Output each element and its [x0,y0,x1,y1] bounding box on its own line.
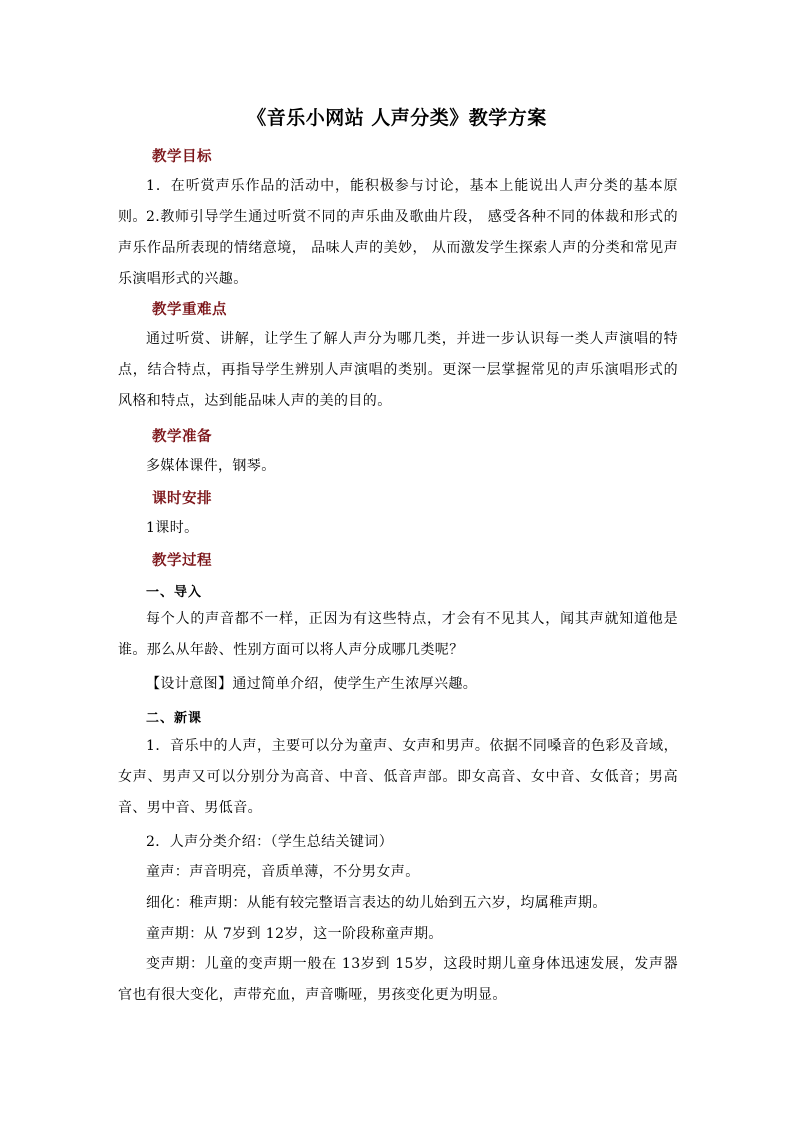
preparation-paragraph: 多媒体课件，钢琴。 [146,458,276,474]
goals-paragraph-2: 2.教师引导学生通过听赏不同的声乐曲及歌曲片段， 感受各种不同的体裁和形式的声乐作品所表现的情绪意境， 品味人声的美妙， 从而激发学生探索人声的分类和常见声乐演唱形式的兴趣。 [118,209,678,287]
goals-paragraph-1: 1．在听赏声乐作品的活动中，能积极参与讨论，基本上能说出人声分类的基本原则。 [118,178,678,225]
heading-goals: 教学目标 [152,148,212,165]
key-points-paragraph: 通过听赏、讲解，让学生了解人声分为哪几类，并进一步认识每一类人声演唱的特点，结合特点，再指导学生辨别人声演唱的类别。更深一层掌握常见的声乐演唱形式的风格和特点，达到能品味人声的美的目的。 [118,331,678,409]
intro-design-intent: 【设计意图】通过简单介绍，使学生产生浓厚兴趣。 [146,676,478,692]
change-period-paragraph: 变声期：儿童的变声期一般在 13岁到 15岁，这段时期儿童身体迅速发展，发声器官也有很大变化，声带充血，声音嘶哑，男孩变化更为明显。 [118,956,678,1003]
intro-heading: 一、导入 [146,585,203,600]
heading-key-points: 教学重难点 [152,301,227,318]
heading-schedule: 课时安排 [152,490,212,507]
child-voice-line: 童声：声音明亮，音质单薄，不分男女声。 [146,864,420,880]
heading-preparation: 教学准备 [152,428,212,445]
document-title: 《音乐小网站 人声分类》教学方案 [247,107,547,129]
new-lesson-heading: 二、新课 [146,711,203,726]
heading-process: 教学过程 [152,552,212,569]
new-lesson-paragraph-1: 1．音乐中的人声，主要可以分为童声、女声和男声。依据不同嗓音的色彩及音域，女声、男声又可以分别分为高音、中音、低音声部。即女高音、女中音、女低音；男高音、男中音、男低音。 [118,738,678,816]
schedule-paragraph: 1课时。 [146,520,199,536]
new-lesson-paragraph-2: 2．人声分类介绍：（学生总结关键词） [146,834,394,850]
detail-line: 细化：稚声期：从能有较完整语言表达的幼儿始到五六岁，均属稚声期。 [146,895,607,911]
intro-paragraph: 每个人的声音都不一样，正因为有这些特点，才会有不见其人，闻其声就知道他是谁。那么从年龄、性别方面可以将人声分成哪几类呢？ [118,611,678,658]
child-period-line: 童声期：从 7岁到 12岁，这一阶段称童声期。 [146,926,443,942]
